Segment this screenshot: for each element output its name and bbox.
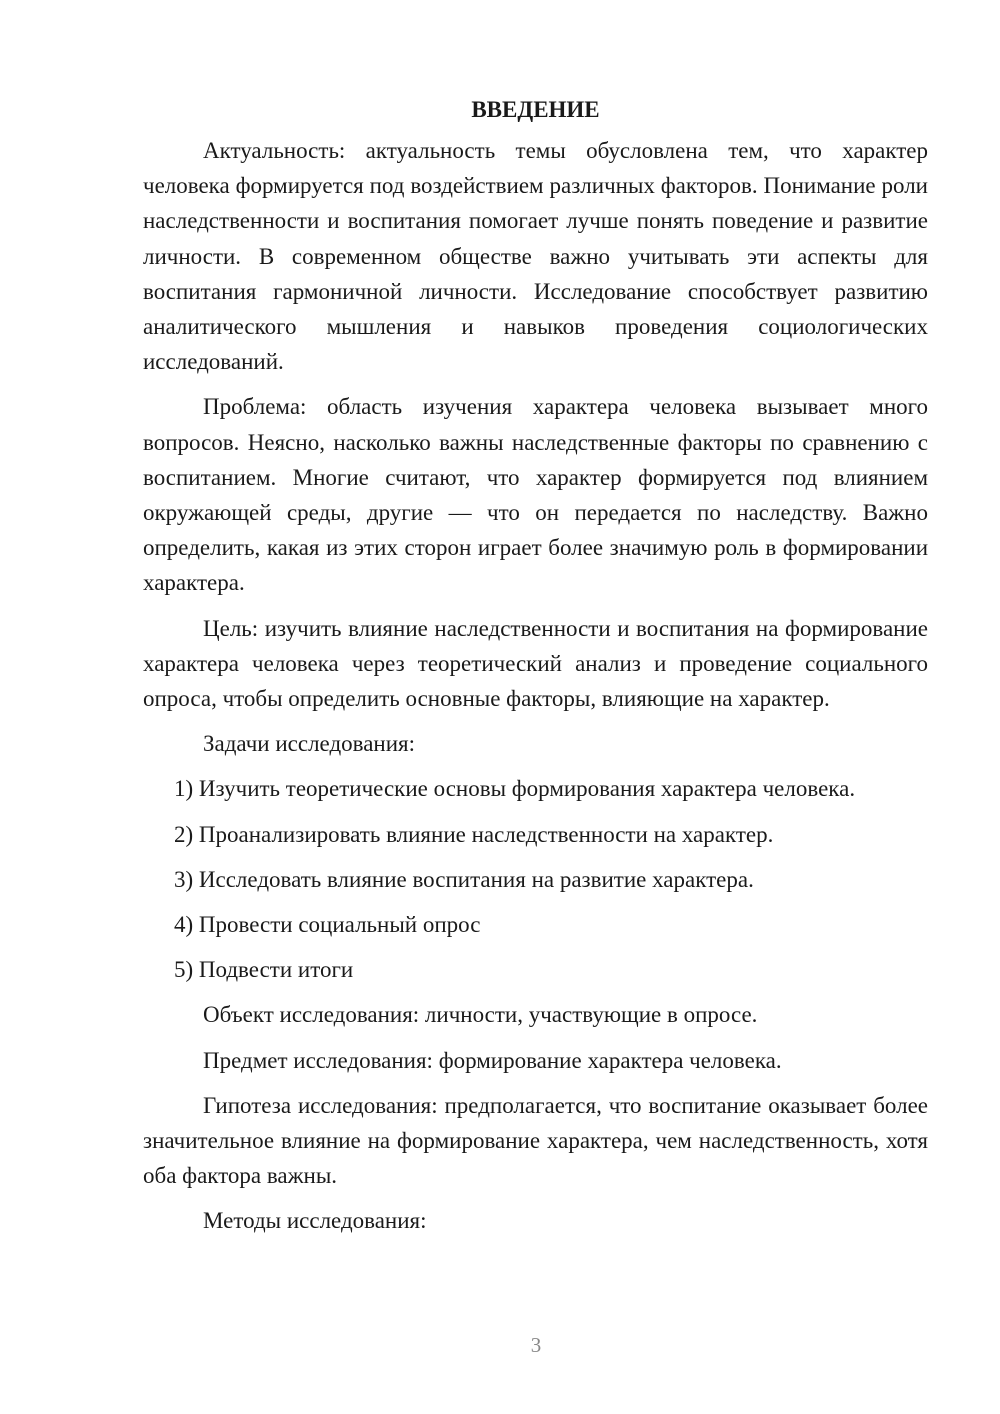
task-item-2: 2) Проанализировать влияние наследственности на характер.	[174, 821, 774, 847]
task-item-1: 1) Изучить теоретические основы формирования характера человека.	[174, 776, 856, 802]
document-page	[143, 92, 928, 1249]
goal-paragraph: Цель: изучить влияние наследственности и воспитания на формирование характера человека через теоретический анализ и проведение социального опроса, чтобы определить основные факторы, влияющие на характер.	[143, 615, 928, 712]
object-paragraph: Объект исследования: личности, участвующие в опросе.	[203, 1002, 758, 1028]
task-item-5: 5) Подвести итоги	[174, 957, 354, 983]
task-item-3: 3) Исследовать влияние воспитания на развитие характера.	[174, 866, 754, 892]
subject-paragraph: Предмет исследования: формирование характера человека.	[203, 1047, 782, 1073]
task-item-4: 4) Провести социальный опрос	[174, 912, 481, 938]
methods-heading: Методы исследования:	[203, 1208, 427, 1234]
hypothesis-paragraph: Гипотеза исследования: предполагается, что воспитание оказывает более значительное влияние на формирование характера, чем наследственность, хотя оба фактора важны.	[143, 1092, 928, 1189]
relevance-paragraph: Актуальность: актуальность темы обусловлена тем, что характер человека формируется под воздействием различных факторов. Понимание роли наследственности и воспитания помогает лучше понять поведение и развитие личности. В современном обществе важно учитывать эти аспекты для воспитания гармоничной личности. Исследование способствует развитию аналитического мышления и навыков проведения социологических исследований.	[143, 138, 928, 375]
page-number: 3	[530, 1333, 542, 1357]
tasks-heading: Задачи исследования:	[203, 731, 416, 757]
section-title: ВВЕДЕНИЕ	[471, 97, 600, 122]
problem-paragraph: Проблема: область изучения характера человека вызывает много вопросов. Неясно, насколько важны наследственные факторы по сравнению с воспитанием. Многие считают, что характер формируется под влиянием окружающей среды, другие — что он передается по наследству. Важно определить, какая из этих сторон играет более значимую роль в формировании характера.	[143, 394, 928, 596]
